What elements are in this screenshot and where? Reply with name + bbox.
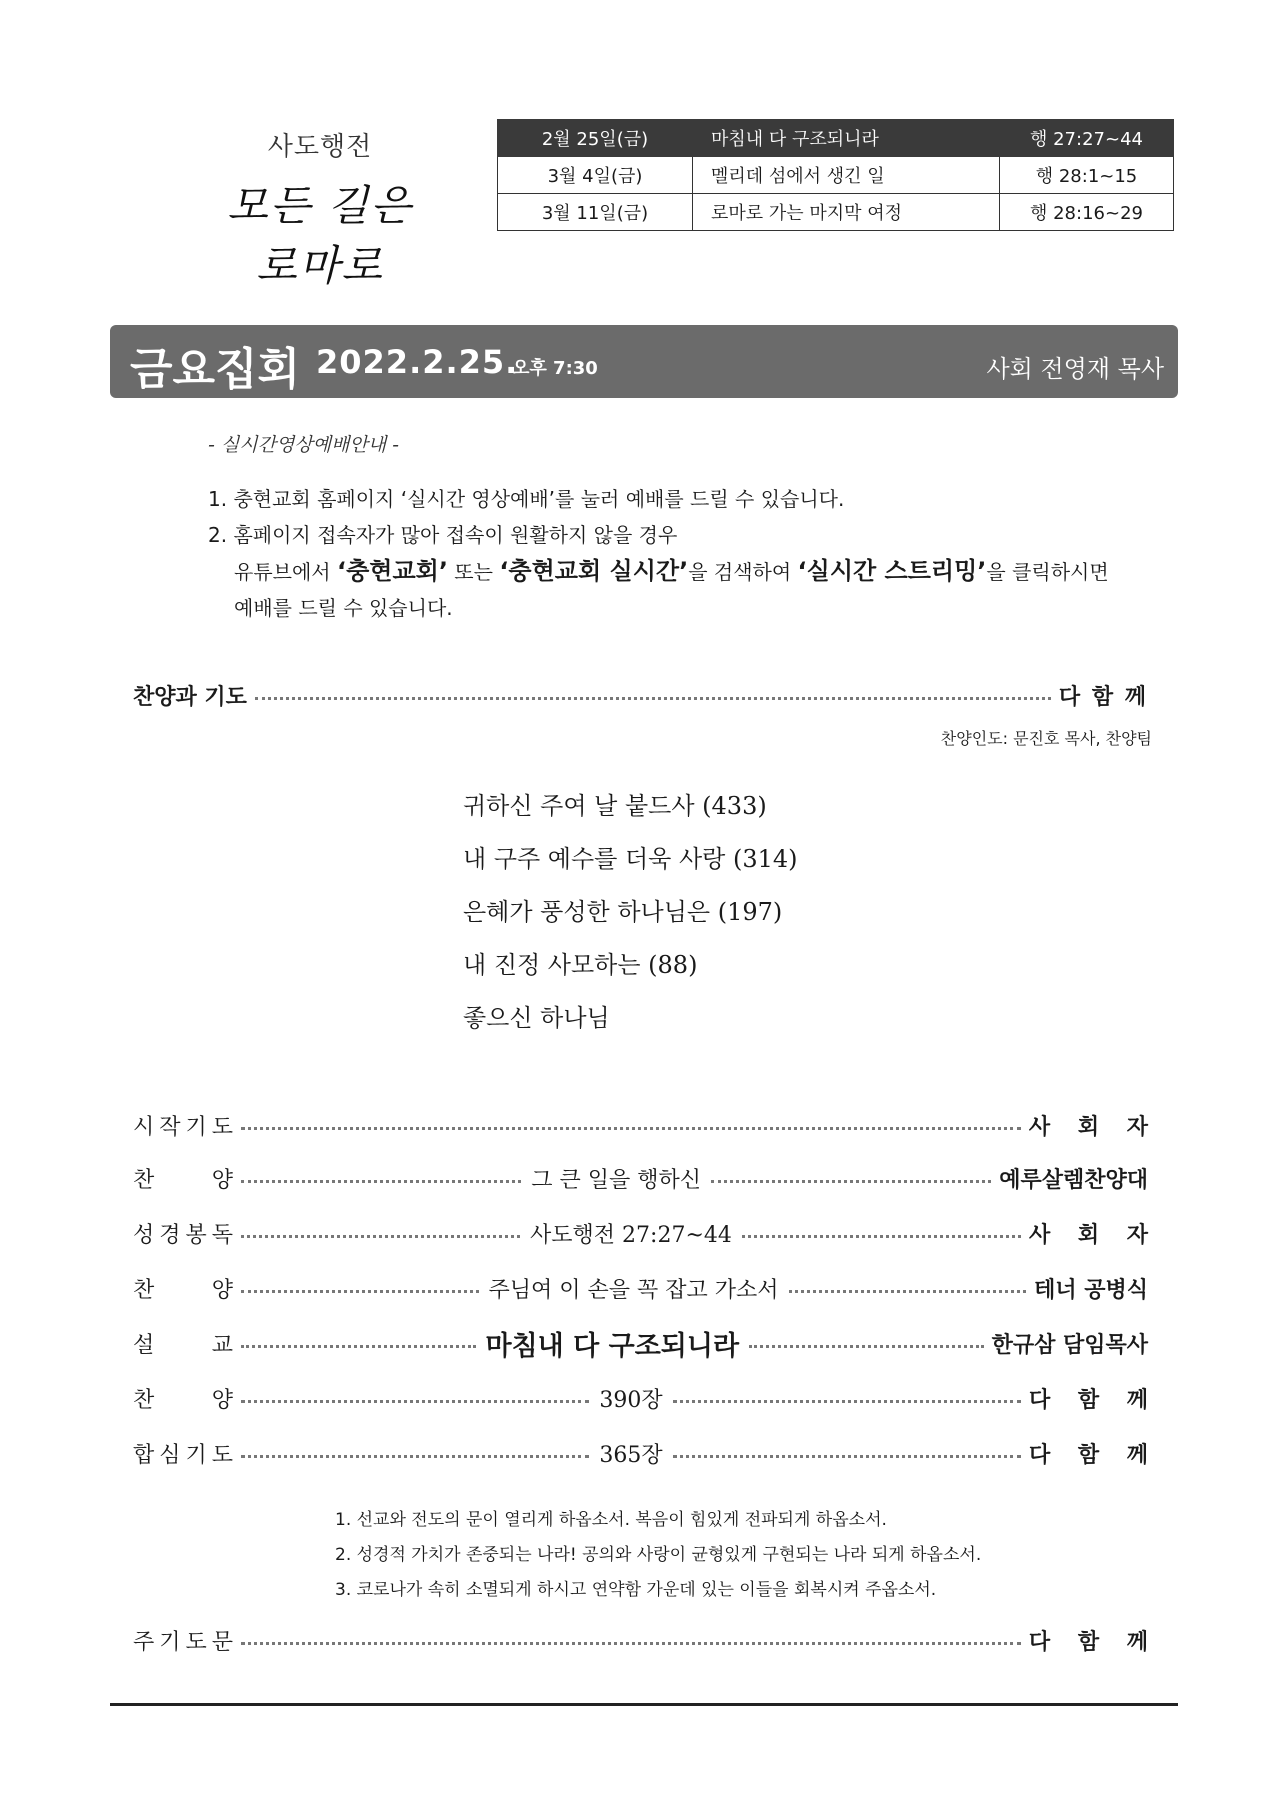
schedule-date: 3월 11일(금) bbox=[498, 194, 693, 231]
dot-leader bbox=[711, 1180, 991, 1183]
dot-leader bbox=[241, 1235, 520, 1238]
order-right: 테너 공병식 bbox=[1034, 1276, 1149, 1303]
order-right: 다 함 께 bbox=[1028, 1441, 1159, 1468]
notice-text: 을 클릭하시면 bbox=[986, 560, 1109, 584]
order-right: 사 회 자 bbox=[1028, 1113, 1158, 1140]
list-item: 내 진정 사모하는 (88) bbox=[463, 951, 698, 979]
order-right: 예루살렘찬양대 bbox=[999, 1166, 1149, 1193]
order-right: 다 함 께 bbox=[1028, 1386, 1159, 1413]
dot-leader bbox=[241, 1455, 589, 1458]
dot-leader bbox=[749, 1345, 984, 1348]
schedule-ref: 행 27:27~44 bbox=[1000, 120, 1174, 157]
service-time: 오후 7:30 bbox=[512, 358, 598, 379]
order-right: 사 회 자 bbox=[1028, 1221, 1159, 1248]
dot-leader bbox=[241, 1642, 1021, 1645]
dot-leader bbox=[241, 1400, 589, 1403]
schedule-title: 마침내 다 구조되니라 bbox=[693, 120, 1000, 157]
schedule-title: 멜리데 섬에서 생긴 일 bbox=[693, 157, 1000, 194]
dot-leader bbox=[673, 1455, 1021, 1458]
order-label: 찬 양 bbox=[133, 1277, 233, 1303]
dot-leader bbox=[241, 1180, 521, 1183]
schedule-title: 로마로 가는 마지막 여정 bbox=[693, 194, 1000, 231]
footer-divider bbox=[110, 1703, 1178, 1706]
notice-line: 1. 충현교회 홈페이지 ‘실시간 영상예배’를 눌러 예배를 드릴 수 있습니다. bbox=[208, 487, 845, 511]
order-item bbox=[133, 1379, 1159, 1417]
list-item: 귀하신 주여 날 붙드사 (433) bbox=[463, 792, 767, 820]
order-label: 찬 양 bbox=[133, 1167, 233, 1193]
list-item: 1. 선교와 전도의 문이 열리게 하옵소서. 복음이 힘있게 전파되게 하옵소서. bbox=[335, 1510, 887, 1530]
order-label: 설 교 bbox=[133, 1332, 233, 1358]
schedule-date: 2월 25일(금) bbox=[498, 120, 693, 157]
order-item bbox=[133, 1159, 1148, 1197]
order-label: 합 심 기 도 bbox=[133, 1442, 233, 1468]
dot-leader bbox=[241, 1127, 1021, 1130]
notice-line: 2. 홈페이지 접속자가 많아 접속이 원활하지 않을 경우 bbox=[208, 523, 678, 547]
order-mid: 주님여 이 손을 꼭 잡고 가소서 bbox=[488, 1277, 779, 1303]
livestream-notice bbox=[208, 481, 1109, 626]
notice-line: 예배를 드릴 수 있습니다. bbox=[234, 596, 453, 620]
dot-leader bbox=[789, 1290, 1027, 1293]
order-item-praise bbox=[133, 676, 1148, 714]
order-item bbox=[133, 1269, 1148, 1307]
list-item: 2. 성경적 가치가 존중되는 나라! 공의와 사랑이 균형있게 구현되는 나라 되게 하옵소서. bbox=[335, 1545, 982, 1565]
praise-leaders: 찬양인도: 문진호 목사, 찬양팀 bbox=[940, 729, 1152, 748]
order-label: 시 작 기 도 bbox=[133, 1114, 233, 1140]
series-title: 모든 길은 로마로 bbox=[227, 181, 413, 290]
order-label: 찬양과 기도 bbox=[133, 683, 247, 710]
livestream-notice-heading: - 실시간영상예배안내 - bbox=[208, 434, 399, 456]
order-mid: 그 큰 일을 행하신 bbox=[531, 1167, 701, 1193]
order-item bbox=[133, 1214, 1159, 1252]
dot-leader bbox=[742, 1235, 1021, 1238]
schedule-ref: 행 28:16~29 bbox=[1000, 194, 1174, 231]
schedule-ref: 행 28:1~15 bbox=[1000, 157, 1174, 194]
order-label: 찬 양 bbox=[133, 1387, 233, 1413]
dot-leader bbox=[673, 1400, 1021, 1403]
service-leader: 사회 전영재 목사 bbox=[986, 355, 1164, 383]
schedule-row bbox=[498, 194, 1174, 231]
dot-leader bbox=[241, 1345, 476, 1348]
schedule-row bbox=[498, 120, 1174, 157]
list-item: 좋으신 하나님 bbox=[463, 1004, 610, 1032]
order-right: 한규삼 담임목사 bbox=[991, 1331, 1149, 1358]
order-label: 성 경 봉 독 bbox=[133, 1222, 233, 1248]
order-right: 다 함 께 bbox=[1028, 1628, 1158, 1655]
series-header bbox=[200, 126, 440, 293]
dot-leader bbox=[255, 697, 1051, 700]
notice-keyword: ‘충현교회’ bbox=[336, 557, 448, 585]
order-mid: 365장 bbox=[599, 1442, 663, 1468]
notice-keyword: ‘충현교회 실시간’ bbox=[499, 557, 689, 585]
schedule-row bbox=[498, 157, 1174, 194]
order-mid: 390장 bbox=[599, 1387, 663, 1413]
schedule-date: 3월 4일(금) bbox=[498, 157, 693, 194]
notice-text: 을 검색하여 bbox=[688, 560, 798, 584]
sermon-title: 마침내 다 구조되니라 bbox=[485, 1330, 740, 1362]
notice-text: 또는 bbox=[447, 560, 500, 584]
notice-keyword: ‘실시간 스트리밍’ bbox=[797, 557, 987, 585]
order-label: 주 기 도 문 bbox=[133, 1629, 233, 1655]
list-item: 내 구주 예수를 더욱 사랑 (314) bbox=[463, 845, 798, 873]
service-name: 금요집회 bbox=[130, 344, 301, 395]
order-item bbox=[133, 1106, 1158, 1144]
order-item bbox=[133, 1434, 1159, 1472]
list-item: 은혜가 풍성한 하나님은 (197) bbox=[463, 898, 783, 926]
order-right: 다 함 께 bbox=[1058, 683, 1148, 710]
series-subtitle: 사도행전 bbox=[267, 132, 373, 162]
order-item-lords-prayer bbox=[133, 1621, 1158, 1659]
service-date: 2022.2.25. bbox=[316, 343, 519, 381]
song-list bbox=[463, 780, 798, 1045]
service-banner bbox=[110, 325, 1178, 398]
order-mid: 사도행전 27:27~44 bbox=[530, 1222, 732, 1248]
list-item: 3. 코로나가 속히 소멸되게 하시고 연약함 가운데 있는 이들을 회복시켜 주옵소서. bbox=[335, 1580, 937, 1600]
notice-text: 유튜브에서 bbox=[234, 560, 337, 584]
prayer-topics bbox=[335, 1503, 981, 1608]
sermon-schedule-table bbox=[497, 119, 1174, 231]
dot-leader bbox=[241, 1290, 479, 1293]
notice-line bbox=[208, 553, 1109, 590]
order-item-sermon bbox=[133, 1324, 1148, 1362]
